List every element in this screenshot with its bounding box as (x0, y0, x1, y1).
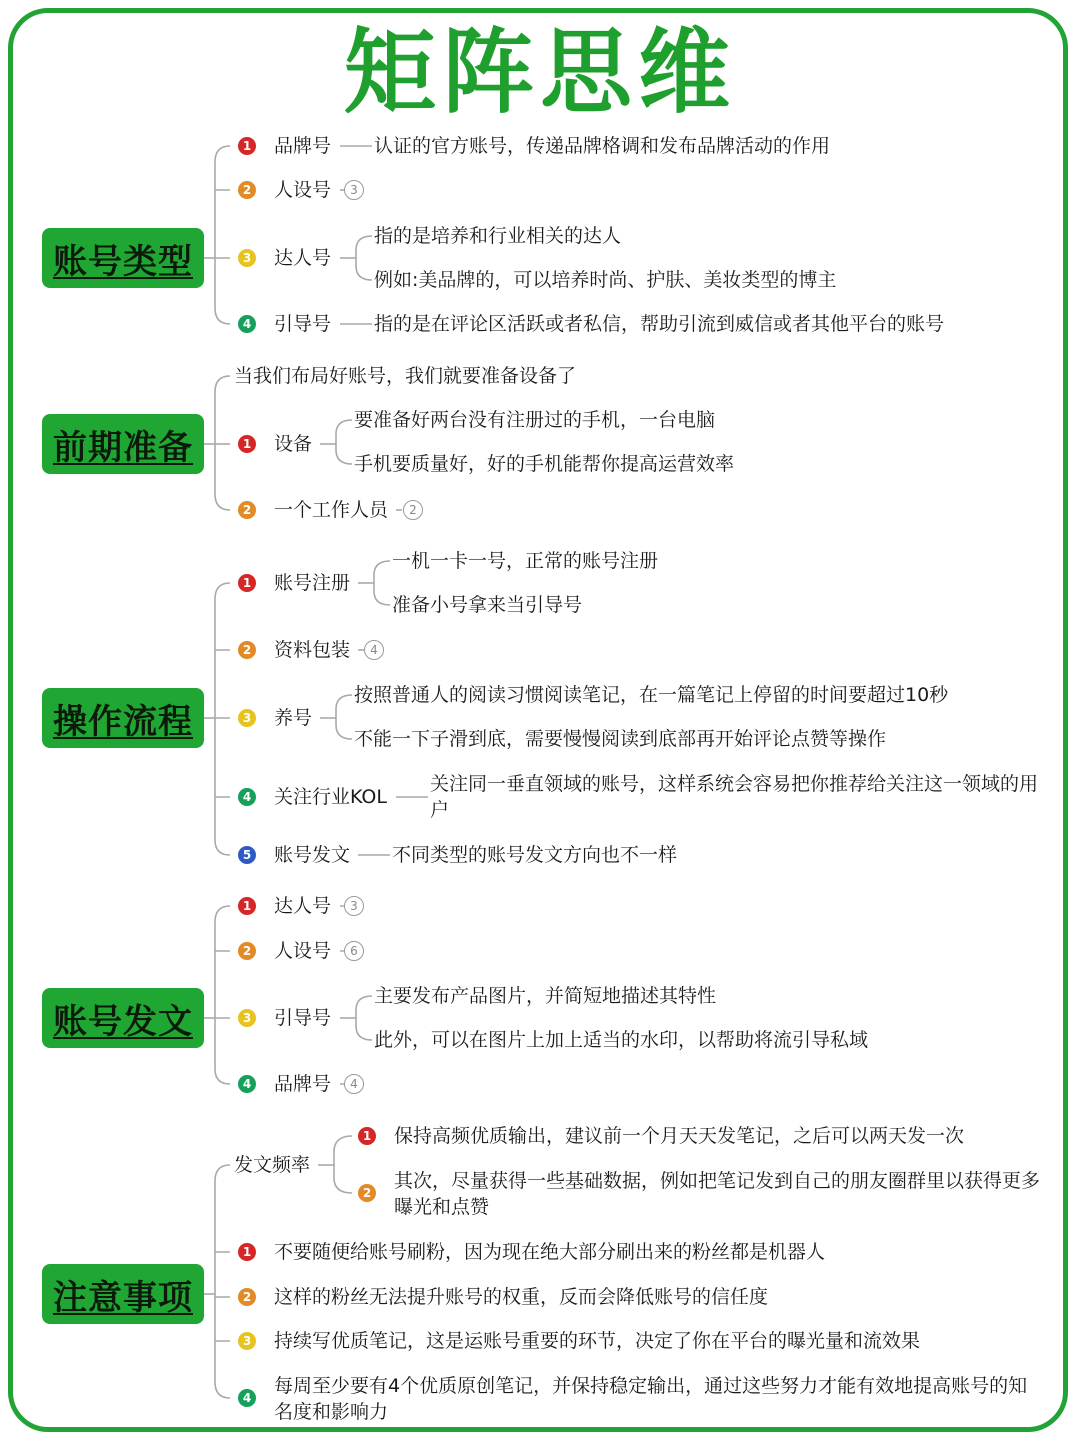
collapsed-count-badge: 2 (403, 500, 423, 520)
node-nurture-item: 不能一下子滑到底，需要慢慢阅读到底部再开始评论点赞等操作 (354, 728, 887, 750)
category-label: 注意事项 (53, 1277, 193, 1318)
number-badge-yellow: 3 (238, 709, 256, 727)
number-badge-yellow: 3 (238, 249, 256, 267)
number-badge-red: 1 (238, 137, 256, 155)
number-badge-orange: 2 (238, 1288, 256, 1306)
node-brand-desc: 认证的官方账号，传递品牌格调和发布品牌活动的作用 (374, 135, 831, 157)
number-badge-red: 1 (238, 897, 256, 915)
category-notes (42, 1264, 204, 1324)
node-follow-desc: 关注同一垂直领域的账号，这样系统会容易把你推荐给关注这一领域的用户 (430, 773, 1039, 821)
number-badge-green: 4 (238, 1075, 256, 1093)
number-badge-red: 1 (238, 435, 256, 453)
number-badge-blue: 5 (238, 846, 256, 864)
node-note-item: 持续写优质笔记，这是运账号重要的环节，决定了你在平台的曝光量和流效果 (274, 1330, 921, 1352)
node-expert-account: 达人号 (274, 247, 332, 269)
number-badge-red: 1 (358, 1127, 376, 1145)
node-package: 资料包装 (274, 639, 351, 661)
node-expert-item: 例如:美品牌的，可以培养时尚、护肤、美妆类型的博主 (374, 269, 837, 291)
node-staff: 一个工作人员 (274, 499, 389, 521)
node-note-item: 每周至少要有4个优质原创笔记，并保持稳定输出，通过这些努力才能有效地提高账号的知名度和影响力 (274, 1375, 1028, 1423)
collapsed-count-badge: 3 (344, 180, 364, 200)
number-badge-red: 1 (238, 574, 256, 592)
category-preparation (42, 414, 204, 474)
category-label: 操作流程 (53, 701, 193, 742)
number-badge-orange: 2 (358, 1184, 376, 1202)
number-badge-green: 4 (238, 1389, 256, 1407)
node-expert-account: 达人号 (274, 895, 332, 917)
category-label: 账号类型 (53, 241, 193, 282)
number-badge-green: 4 (238, 315, 256, 333)
node-account-post: 账号发文 (274, 844, 351, 866)
node-expert-item: 指的是培养和行业相关的达人 (374, 225, 622, 247)
number-badge-orange: 2 (238, 942, 256, 960)
number-badge-orange: 2 (238, 641, 256, 659)
node-register: 账号注册 (274, 572, 351, 594)
node-note-item: 不要随便给账号刷粉，因为现在绝大部分刷出来的粉丝都是机器人 (274, 1241, 826, 1263)
collapsed-count-badge: 3 (344, 896, 364, 916)
node-post-desc: 不同类型的账号发文方向也不一样 (392, 844, 678, 866)
node-guide-item: 此外，可以在图片上加上适当的水印，以帮助将流引导私域 (374, 1029, 869, 1051)
category-workflow (42, 688, 204, 748)
node-frequency-item: 保持高频优质输出，建议前一个月天天发笔记，之后可以两天发一次 (394, 1125, 965, 1147)
collapsed-count-badge: 4 (344, 1074, 364, 1094)
node-follow-kol: 关注行业KOL (274, 786, 387, 808)
node-persona-account: 人设号 (274, 179, 332, 201)
node-device: 设备 (274, 433, 313, 455)
node-register-item: 准备小号拿来当引导号 (392, 594, 583, 616)
node-nurture-item: 按照普通人的阅读习惯阅读笔记，在一篇笔记上停留的时间要超过10秒 (354, 684, 949, 706)
collapsed-count-badge: 6 (344, 941, 364, 961)
number-badge-orange: 2 (238, 501, 256, 519)
node-guide-item: 主要发布产品图片，并简短地描述其特性 (374, 985, 717, 1007)
node-brand-account: 品牌号 (274, 135, 332, 157)
node-guide-desc: 指的是在评论区活跃或者私信，帮助引流到威信或者其他平台的账号 (374, 313, 945, 335)
number-badge-red: 1 (238, 1243, 256, 1261)
node-prep-intro: 当我们布局好账号，我们就要准备设备了 (234, 365, 577, 387)
node-guide-account: 引导号 (274, 1007, 332, 1029)
node-device-item: 要准备好两台没有注册过的手机，一台电脑 (354, 409, 716, 431)
node-frequency-item: 其次，尽量获得一些基础数据，例如把笔记发到自己的朋友圈群里以获得更多曝光和点赞 (394, 1170, 1041, 1218)
number-badge-yellow: 3 (238, 1332, 256, 1350)
page-title: 矩阵思维 (343, 19, 736, 126)
node-guide-account: 引导号 (274, 313, 332, 335)
node-brand-account: 品牌号 (274, 1073, 332, 1095)
collapsed-count-badge: 4 (364, 640, 384, 660)
category-label: 账号发文 (53, 1001, 193, 1042)
node-register-item: 一机一卡一号，正常的账号注册 (392, 550, 659, 572)
category-account-types (42, 228, 204, 288)
category-posting (42, 988, 204, 1048)
node-post-frequency: 发文频率 (234, 1154, 311, 1176)
node-device-item: 手机要质量好，好的手机能帮你提高运营效率 (354, 453, 735, 475)
category-label: 前期准备 (53, 427, 193, 468)
number-badge-green: 4 (238, 788, 256, 806)
node-persona-account: 人设号 (274, 940, 332, 962)
node-note-item: 这样的粉丝无法提升账号的权重，反而会降低账号的信任度 (274, 1286, 769, 1308)
number-badge-yellow: 3 (238, 1009, 256, 1027)
node-nurture: 养号 (274, 707, 313, 729)
number-badge-orange: 2 (238, 181, 256, 199)
